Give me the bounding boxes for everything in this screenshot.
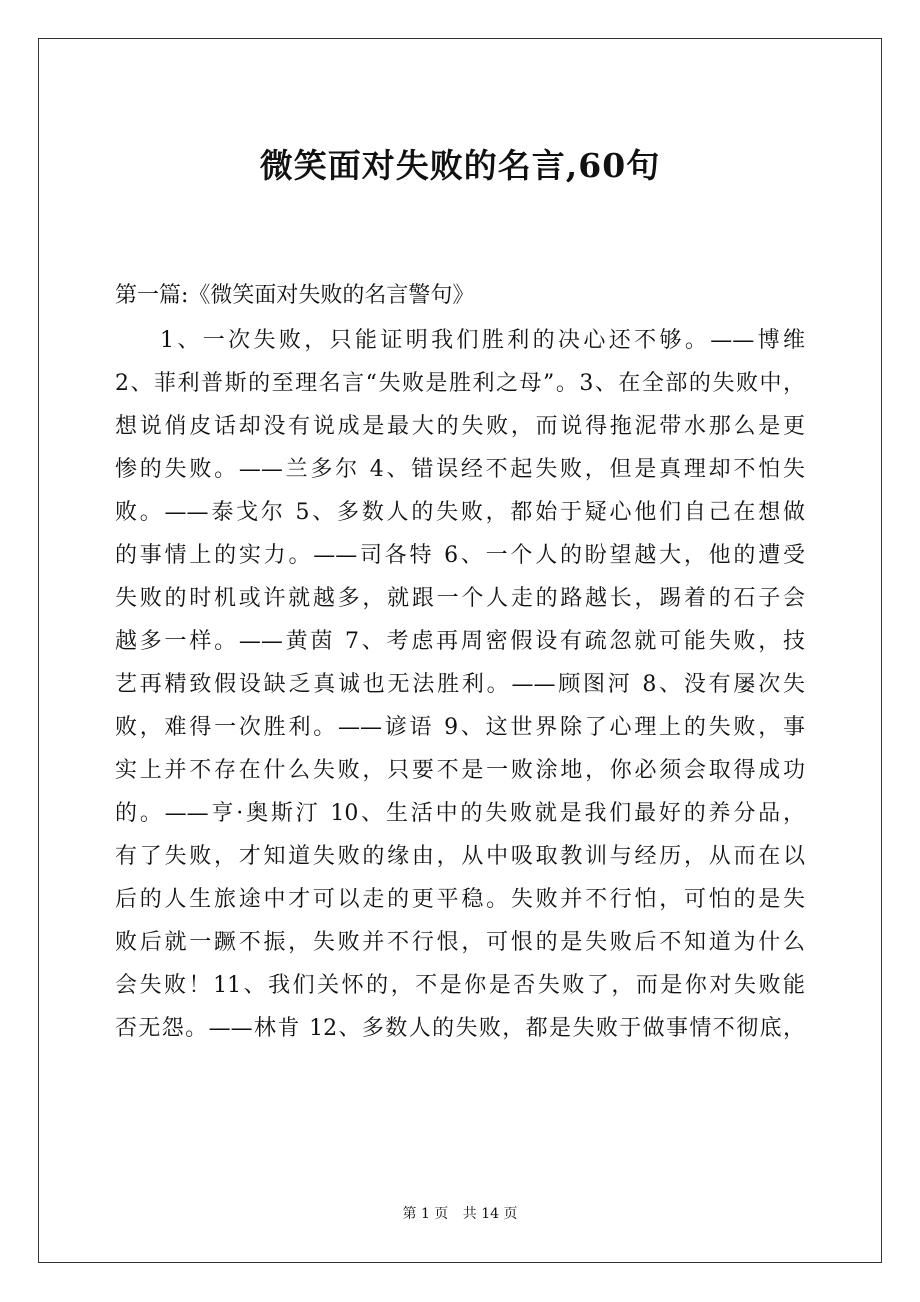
body-line-16: 会失败！11、我们关怀的，不是你是否失败了，而是你对失败能 [115,973,805,998]
body-line-5: 败。——泰戈尔 5、多数人的失败，都始于疑心他们自己在想做 [115,500,805,525]
body-line-15: 败后就一蹶不振，失败并不行恨，可恨的是失败后不知道为什么 [115,930,805,955]
page-number: 第 1 页 [402,1206,449,1222]
body-line-7: 失败的时机或许就越多，就跟一个人走的路越长，踢着的石子会 [115,586,805,611]
body-line-8: 越多一样。——黄茵 7、考虑再周密假设有疏忽就可能失败，技 [115,629,805,654]
body-line-2: 2、菲利普斯的至理名言“失败是胜利之母”。3、在全部的失败中， [115,371,805,396]
document-title: 微笑面对失败的名言,60句 [259,146,661,185]
body-line-6: 的事情上的实力。——司各特 6、一个人的盼望越大，他的遭受 [115,543,805,568]
body-line-17: 否无怨。——林肯 12、多数人的失败，都是失败于做事情不彻底， [115,1016,805,1041]
body-line-14: 后的人生旅途中才可以走的更平稳。失败并不行怕，可怕的是失 [115,887,805,912]
body-line-1: 1、一次失败，只能证明我们胜利的决心还不够。——博维 [160,328,805,353]
page-total: 共 14 页 [462,1206,518,1222]
body-line-10: 败，难得一次胜利。——谚语 9、这世界除了心理上的失败，事 [115,715,805,740]
page-footer [0,1204,920,1224]
body-line-11: 实上并不存在什么失败，只要不是一败涂地，你必须会取得成功 [115,758,805,783]
body-line-4: 惨的失败。——兰多尔 4、错误经不起失败，但是真理却不怕失 [115,457,805,482]
section-heading: 第一篇:《微笑面对失败的名言警句》 [115,283,475,308]
body-line-9: 艺再精致假设缺乏真诚也无法胜利。——顾图河 8、没有屡次失 [115,672,805,697]
body-line-3: 想说俏皮话却没有说成是最大的失败，而说得拖泥带水那么是更 [115,414,805,439]
body-line-13: 有了失败，才知道失败的缘由，从中吸取教训与经历，从而在以 [115,844,805,869]
body-line-12: 的。——亨·奥斯汀 10、生活中的失败就是我们最好的养分品， [115,801,805,826]
